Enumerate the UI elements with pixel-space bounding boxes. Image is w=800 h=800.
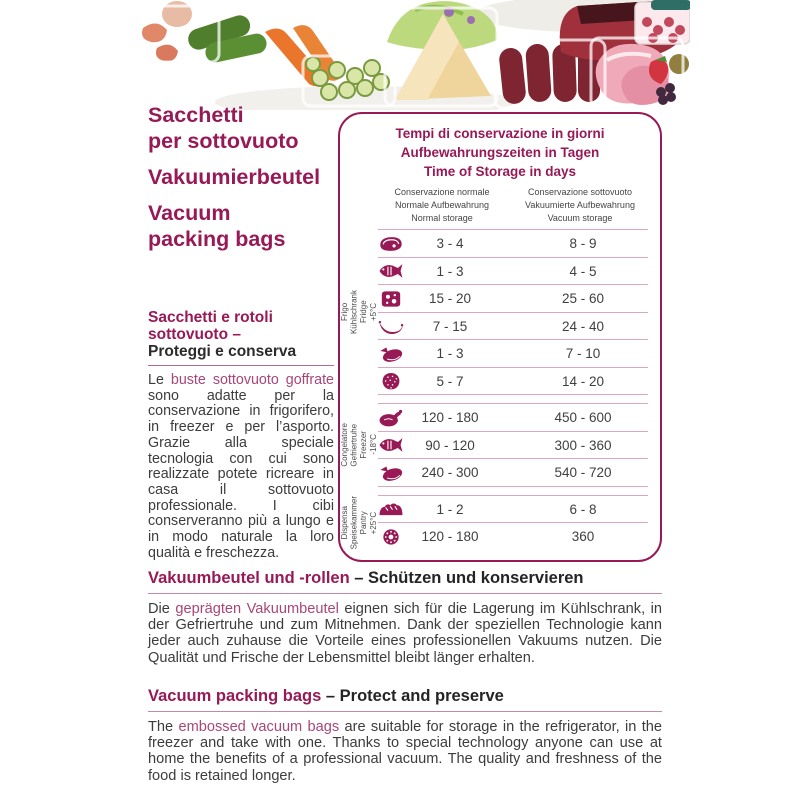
normal-days: 15 - 20	[428, 291, 472, 307]
freezer-label: Congelatore Gefriertruhe Freezer -18°C	[339, 423, 378, 467]
english-paragraph: The embossed vacuum bags are suitable for storage in the refrigerator, in the freezer and take with one. Thanks to special technology anyone can use at home the benefits of a professional vacuum. The quality and freshness of the food is retained longer.	[148, 719, 662, 784]
title-italian	[148, 102, 334, 154]
column-header-vacuum: Conservazione sottovuoto Vakuumierte Aufbewahrung Vacuum storage	[525, 187, 635, 223]
normal-days: 90 - 120	[425, 437, 475, 453]
biscuit-icon	[378, 527, 404, 547]
italian-paragraph: Le buste sottovuoto goffrate sono adatte per la conservazione in frigorifero, in freezer e per l’asporto. Grazie alla speciale tecnologia con cui sono realizzate potete ricreare in casa il sottovuoto professionale. I cibi conserveranno più a lungo e in modo naturale la loro qualità e freschezza.	[148, 372, 334, 561]
vacuum-days: 24 - 40	[561, 318, 605, 334]
strawberry-icon	[378, 371, 404, 391]
column-headers	[340, 186, 660, 224]
normal-days: 240 - 300	[421, 465, 479, 481]
fish-icon	[378, 261, 404, 281]
subheading-dark: Proteggi e conserva	[148, 343, 297, 360]
kiwi-photo	[669, 54, 689, 74]
normal-days: 1 - 3	[436, 346, 464, 362]
normal-days: 3 - 4	[436, 236, 464, 252]
table-row	[378, 284, 648, 312]
vacuum-days: 300 - 360	[554, 437, 612, 453]
normal-days: 7 - 15	[432, 318, 468, 334]
vacuum-days: 14 - 20	[561, 373, 605, 389]
eggplant-icon	[378, 463, 404, 483]
normal-days: 120 - 180	[421, 529, 479, 545]
vacuum-days: 540 - 720	[554, 465, 612, 481]
english-heading: Vacuum packing bags – Protect and preserve	[148, 686, 662, 712]
highlight-phrase: buste sottovuoto goffrate	[170, 372, 334, 388]
german-paragraph: Die geprägten Vakuumbeutel eignen sich für die Lagerung im Kühlschrank, in der Gefriertruhe und zum Mitnehmen. Dank der speziellen Technologie kann jeder auch zuhause die Vorteile eines professionellen Vakuums nutzen. Die Qualität und Frische der Lebensmittel bleibt länger erhalten.	[148, 601, 662, 666]
cheese-icon	[378, 289, 404, 309]
left-column	[148, 102, 334, 561]
pantry-label: Dispensa Speisekammer Pantry +25°C	[339, 495, 378, 550]
table-row	[378, 367, 648, 395]
vacuum-days: 8 - 9	[569, 236, 597, 252]
fridge-label: Frigo Kühlschrank Fridge +5°C	[339, 290, 378, 335]
title-english-line2: packing bags	[148, 227, 286, 251]
table-row	[378, 339, 648, 367]
vacuum-days: 25 - 60	[561, 291, 605, 307]
table-row	[378, 257, 648, 285]
table-row	[378, 495, 648, 523]
normal-days: 1 - 3	[436, 263, 464, 279]
steak-icon	[378, 234, 404, 254]
hero-photo	[115, 0, 690, 110]
fish-icon	[378, 435, 404, 455]
normal-days: 120 - 180	[421, 410, 479, 426]
german-heading: Vakuumbeutel und -rollen – Schützen und konservieren	[148, 568, 662, 594]
vacuum-days: 450 - 600	[554, 410, 612, 426]
fridge-section	[340, 229, 660, 395]
freezer-section	[340, 403, 660, 487]
subheading-magenta: Sacchetti e rotoli sottovuoto –	[148, 309, 273, 343]
eggplant-icon	[378, 344, 404, 364]
table-row	[378, 458, 648, 486]
german-section	[148, 568, 662, 666]
poultry-icon	[378, 408, 404, 428]
normal-days: 5 - 7	[436, 373, 464, 389]
vacuum-days: 6 - 8	[569, 501, 597, 517]
table-row	[378, 229, 648, 257]
title-english-line1: Vacuum	[148, 201, 231, 225]
pantry-section	[340, 495, 660, 550]
sausage-icon	[378, 316, 404, 336]
storage-table	[338, 112, 662, 562]
title-italian-line2: per sottovuoto	[148, 129, 299, 153]
normal-days: 1 - 2	[436, 501, 464, 517]
title-english	[148, 200, 334, 252]
vacuum-days: 4 - 5	[569, 263, 597, 279]
english-section	[148, 686, 662, 784]
table-title: Tempi di conservazione in giorni Aufbewahrungszeiten in Tagen Time of Storage in days	[395, 126, 605, 179]
table-row	[378, 522, 648, 550]
table-row	[378, 312, 648, 340]
column-header-normal: Conservazione normale Normale Aufbewahrung Normal storage	[394, 187, 490, 223]
highlight-phrase: embossed vacuum bags	[178, 719, 340, 735]
vacuum-days: 360	[571, 529, 595, 545]
table-row	[378, 403, 648, 431]
table-row	[378, 431, 648, 459]
highlight-phrase: geprägten Vakuumbeutel	[175, 601, 339, 617]
title-german: Vakuumierbeutel	[148, 165, 321, 189]
italian-subheading	[148, 309, 334, 366]
title-italian-line1: Sacchetti	[148, 103, 244, 127]
bread-icon	[378, 499, 404, 519]
vacuum-days: 7 - 10	[565, 346, 601, 362]
